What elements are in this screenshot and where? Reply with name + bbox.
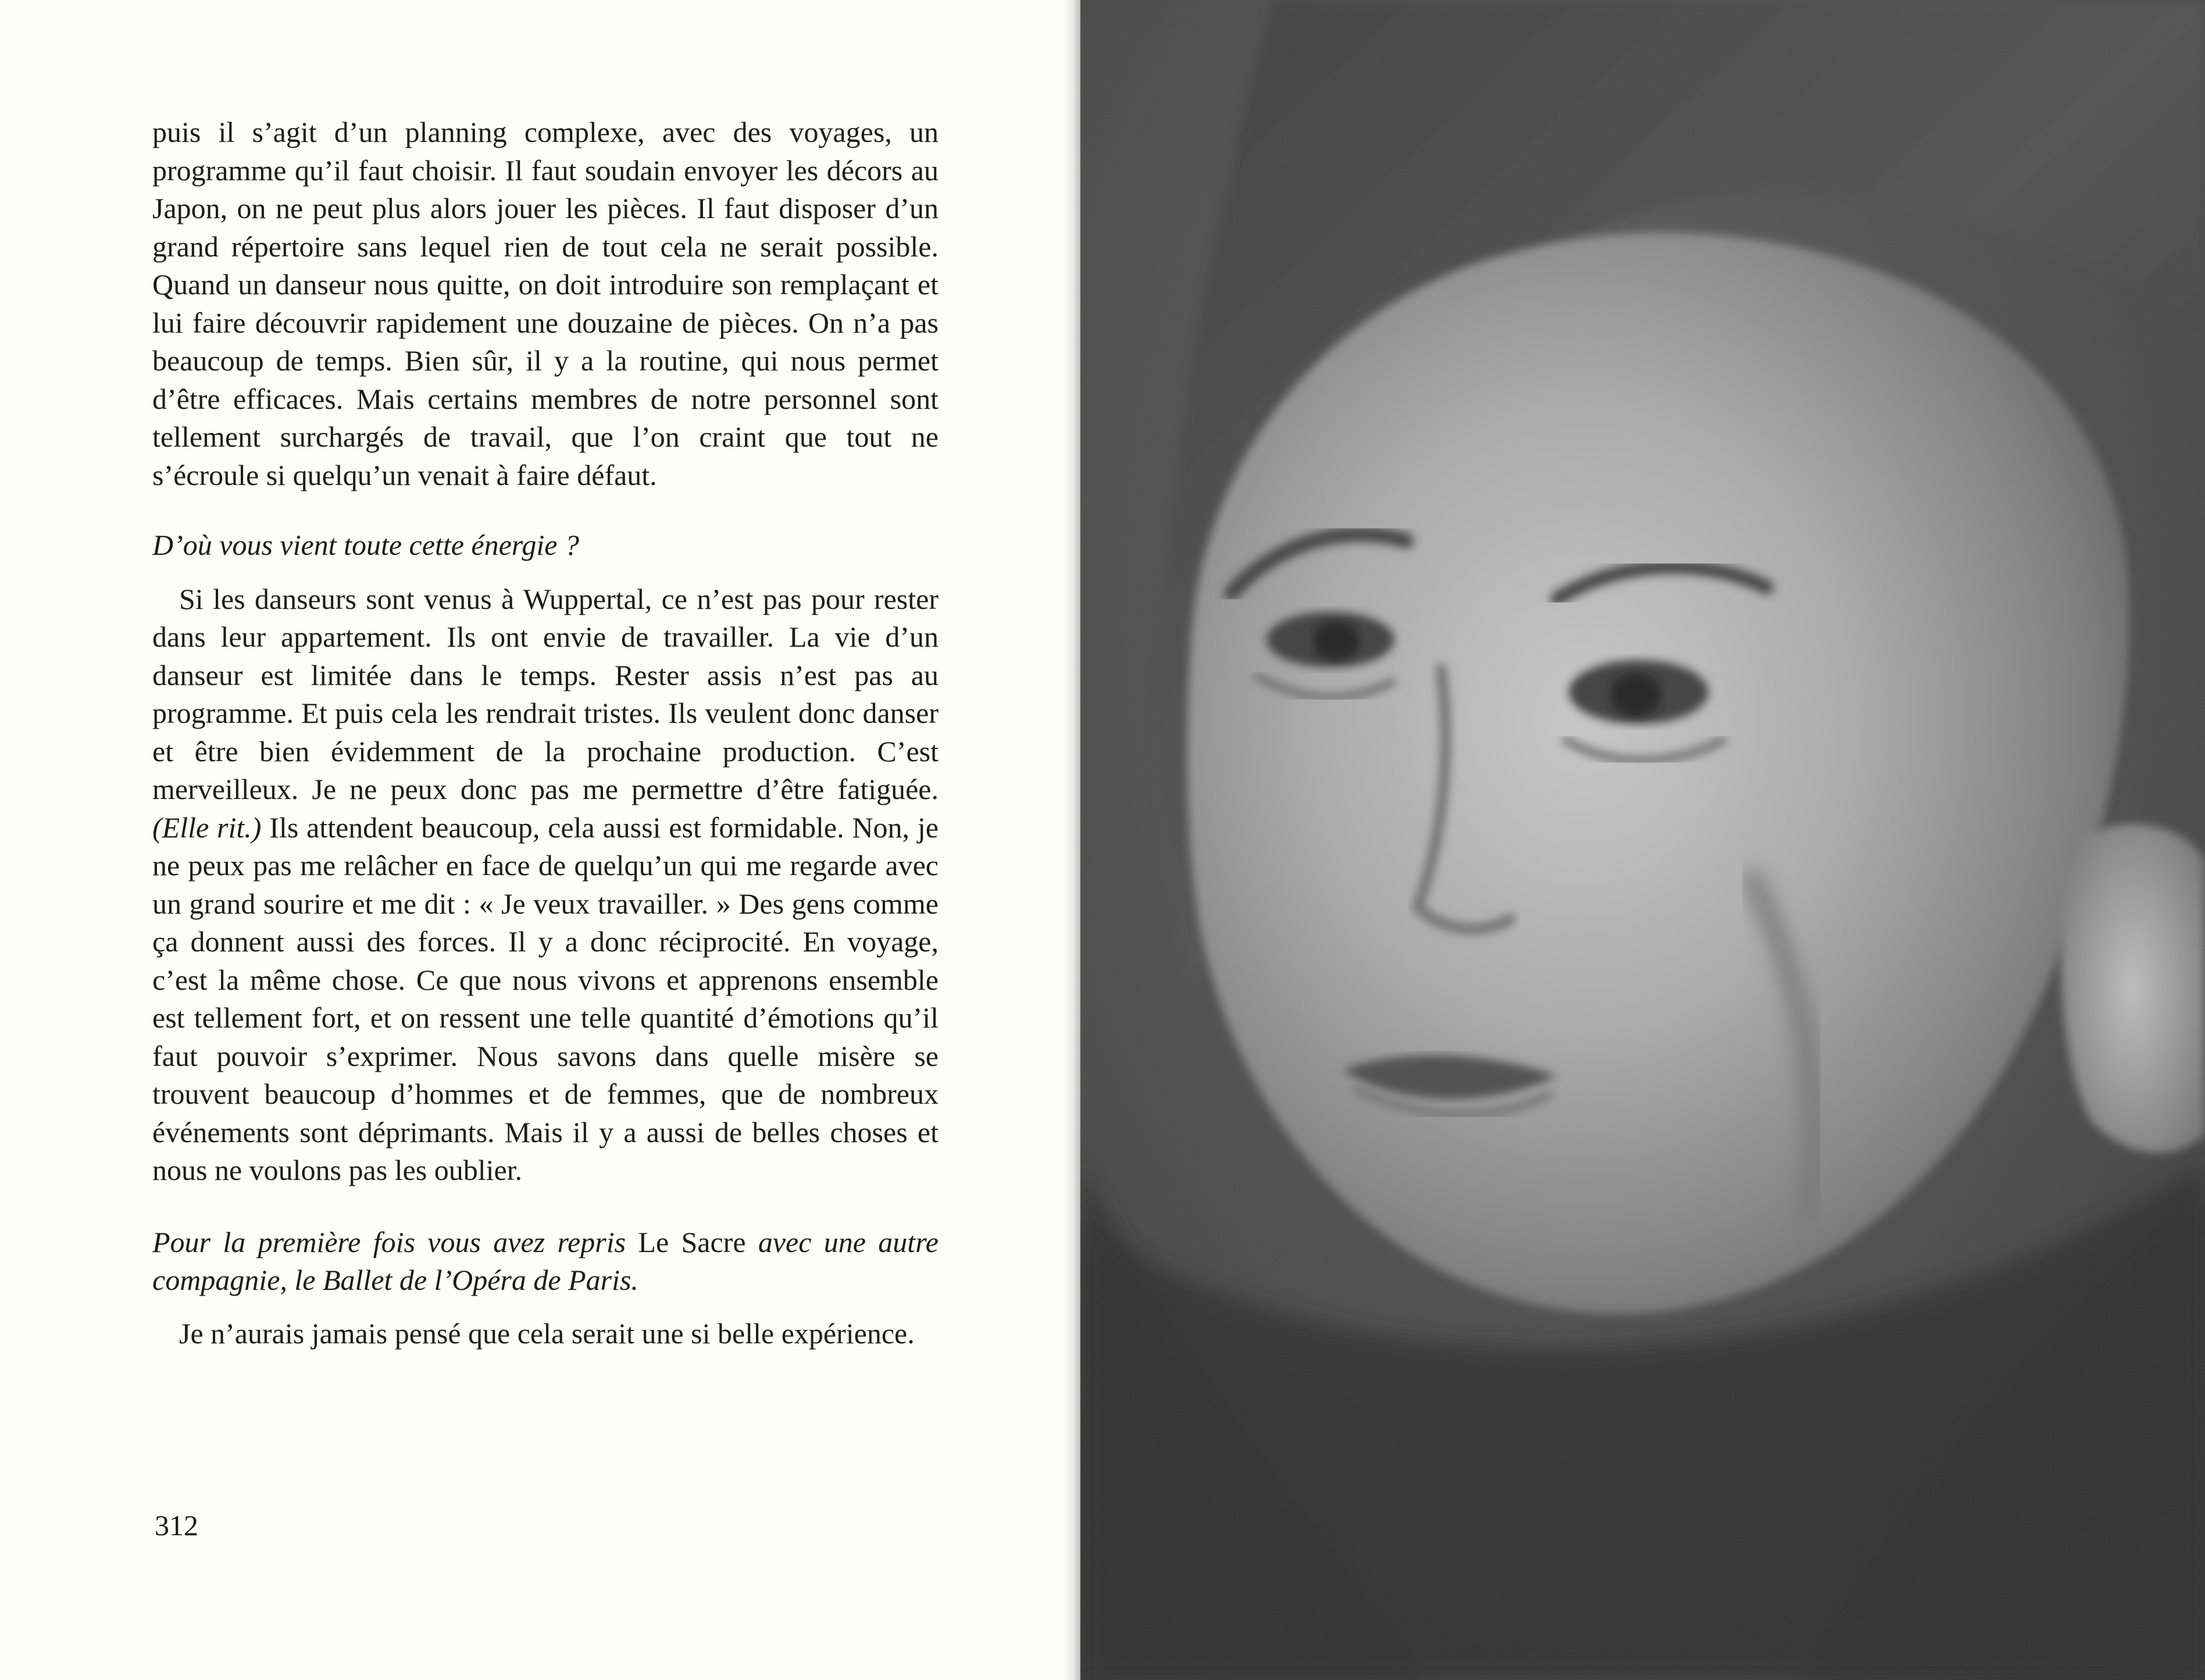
question-text: Pour la première fois vous avez repris <box>152 1225 626 1258</box>
right-page <box>1080 0 2205 1680</box>
interview-question <box>152 1224 939 1300</box>
left-page <box>0 0 1076 1680</box>
answer-text: Si les danseurs sont venus à Wuppertal, ce n’est pas pour rester dans leur appartement. Ils ont envie de travailler. La vie d’un danseur est limitée dans le temps. Rester assis n’est pas au programme. Et puis cela les rendrait tristes. Ils veulent donc danser et être bien évidemment de la prochaine production. C’est merveilleux. Je ne peux donc pas me permettre d’être fatiguée. <box>152 582 939 805</box>
body-text <box>152 113 939 1353</box>
page-number: 312 <box>155 1509 198 1542</box>
interview-question: D’où vous vient toute cette énergie ? <box>152 529 579 561</box>
portrait-photo <box>1080 0 2205 1680</box>
answer-text: Ils attendent beaucoup, cela aussi est formidable. Non, je ne peux pas me relâcher en face de quelqu’un qui me regarde avec un grand sourire et me dit : « Je veux travailler. » Des gens comme ça donnent aussi des forces. Il y a donc réciprocité. En voyage, c’est la même chose. Ce que nous vivons et apprenons ensemble est tellement fort, et on ressent une telle quantité d’émotions qu’il faut pouvoir s’exprimer. Nous savons dans quelle misère se trouvent beaucoup d’hommes et de femmes, que de nombreux événements sont déprimants. Mais il y a aussi de belles choses et nous ne voulons pas les oublier. <box>152 811 939 1186</box>
question-text: avec une autre compagnie, le Ballet de l’Opéra de Paris. <box>152 1225 939 1296</box>
stage-direction: (Elle rit.) <box>152 811 262 844</box>
interview-answer: Je n’aurais jamais pensé que cela serait une si belle expérience. <box>179 1317 915 1350</box>
paragraph: puis il s’agit d’un planning complexe, avec des voyages, un programme qu’il faut choisir. Il faut soudain envoyer les décors au Japon, on ne peut plus alors jouer les pièces. Il faut disposer d’un grand répertoire sans lequel rien de tout cela ne serait possible. Quand un danseur nous quitte, on doit introduire son remplaçant et lui faire découvrir rapidement une douzaine de pièces. On n’a pas beaucoup de temps. Bien sûr, il y a la routine, qui nous permet d’être efficaces. Mais certains membres de notre personnel sont tellement surchargés de travail, que l’on craint que tout ne s’écroule si quelqu’un venait à faire défaut. <box>152 116 939 491</box>
work-title: Le Sacre <box>638 1225 746 1258</box>
interview-answer <box>152 580 939 1190</box>
